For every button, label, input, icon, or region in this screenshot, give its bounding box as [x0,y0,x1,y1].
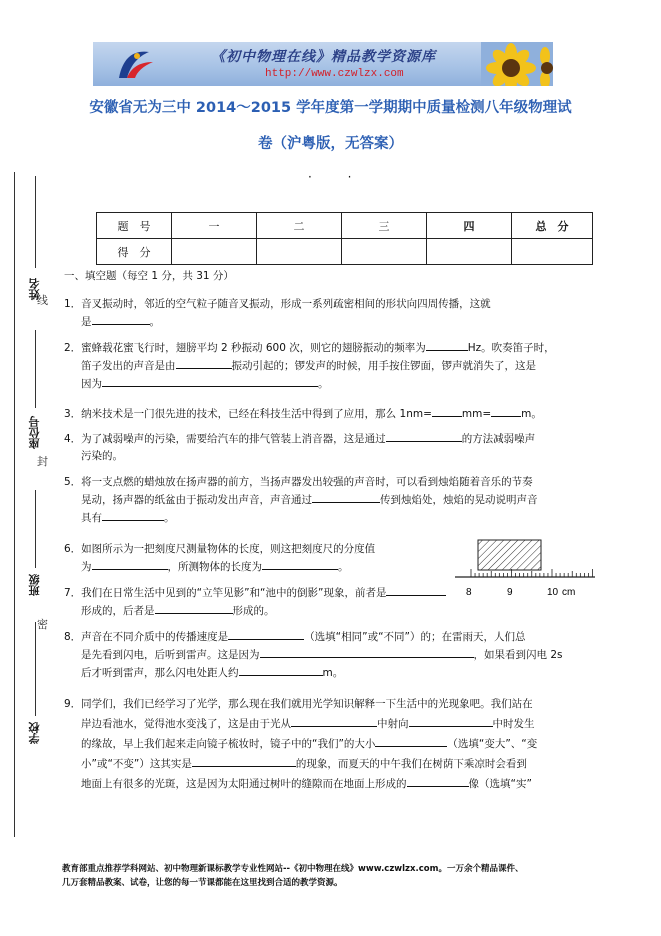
score-header-cell: 题 号 [97,213,172,239]
answer-blank[interactable] [102,375,318,387]
class-blank-line [35,490,36,568]
footer-line-2: 几万套精品教案、试卷，让您的每一节课都能在这里找到合适的教学资源。 [62,878,343,888]
ruler-label-9: 9 [507,587,513,598]
exam-title-line2: 卷（沪粤版，无答案） [258,136,403,152]
score-table [96,212,593,265]
answer-blank[interactable] [239,664,323,676]
title-dots: · · [308,170,368,184]
score-header-cell: 四 [427,213,512,239]
answer-blank[interactable] [92,313,150,325]
seal-secret-char: 密 [37,618,48,631]
answer-blank[interactable] [176,357,232,369]
answer-blank[interactable] [260,646,474,658]
answer-blank[interactable] [432,405,462,417]
answer-blank[interactable] [291,715,377,727]
ruler-unit: cm [562,587,576,598]
ruler-label-8: 8 [466,587,472,598]
score-table-header-row [97,213,593,239]
seal-line-char: 线 [37,294,48,307]
seal-seal-char: 封 [37,455,48,468]
score-table-score-row [97,239,593,265]
answer-blank[interactable] [92,558,168,570]
score-header-cell: 总 分 [512,213,593,239]
answer-blank[interactable] [375,735,447,747]
question-3: 3．纳米技术是一门很先进的技术，已经在科技生活中得到了应用，那么 1nm= mm= m。 [64,405,594,423]
section-heading: 一、填空题（每空 1 分，共 31 分） [64,270,234,282]
ruler-label-10: 10 [547,587,559,598]
score-header-cell: 二 [257,213,342,239]
score-cell[interactable] [427,239,512,265]
measured-object [478,540,541,570]
answer-blank[interactable] [262,558,338,570]
question-2: 2．蜜蜂载花蜜飞行时，翅膀平均 2 秒振动 600 次，则它的翅膀振动的频率为 Hz。吹奏笛子时， 笛子发出的声音是由 振动引起的；锣发声的时候，用手按住锣面，锣声就消失了，这是 因为 。 [64,339,594,393]
name-blank-line [35,176,36,268]
score-cell[interactable] [172,239,257,265]
answer-blank[interactable] [426,339,468,351]
sunflower-icon [481,42,553,86]
school-label: 学校 [28,722,41,744]
answer-blank[interactable] [386,584,446,596]
seat-number-label: 座位号 [28,416,41,449]
score-header-cell: 一 [172,213,257,239]
score-cell[interactable] [342,239,427,265]
answer-blank[interactable] [102,509,164,521]
banner-url: http://www.czwlzx.com [265,68,404,80]
banner-title: 《初中物理在线》精品教学资源库 [211,49,436,65]
seat-blank-line [35,330,36,408]
answer-blank[interactable] [312,491,380,503]
name-label: 姓名 [28,278,41,300]
answer-blank[interactable] [228,628,304,640]
score-row-label: 得 分 [97,239,172,265]
question-8: 8．声音在不同介质中的传播速度是 （选填“相同”或“不同”）的；在雷雨天，人们总 是先看到闪电，后听到雷声。这是因为 ，如果看到闪电 2s 后才听到雷声，那么闪电处距人约 m。 [64,628,594,682]
score-cell[interactable] [257,239,342,265]
answer-blank[interactable] [407,775,469,787]
header-banner [93,42,553,86]
page-footer [62,862,622,890]
question-9: 9．同学们，我们已经学习了光学，那么现在我们就用光学知识解释一下生活中的光现象吧。我们站在 岸边看池水，觉得池水变浅了，这是由于光从 中射向 中时发生 的缘故，早上我们起来走向镜子梳妆时，镜子中的“我们”的大小 （选填“变大”、“变 小”或“不变”）这其实是 的现象，而夏天的中午我们在树荫下乘凉时会看到 地面上有很多的光斑，这是因为太阳通过树叶的缝隙而在地面上形成的 像（选填“实” [64,698,538,790]
site-logo-icon [113,46,157,82]
question-7: 7．我们在日常生活中见到的“立竿见影”和“池中的倒影”现象，前者是 形成的，后者是 形成的。 [64,584,594,620]
answer-blank[interactable] [409,715,493,727]
binding-line [14,172,15,837]
footer-line-1: 教育部重点推荐学科网站、初中物理新课标教学专业性网站--《初中物理在线》www.czwlzx.com。一万余个精品课件、 [62,864,524,874]
exam-title-line1: 安徽省无为三中 2014～2015 学年度第一学期期中质量检测八年级物理试 [89,100,572,116]
school-blank-line [35,622,36,716]
question-6: 6．如图所示为一把刻度尺测量物体的长度，则这把刻度尺的分度值 为 ，所测物体的长度为 。 [64,543,376,573]
answer-blank[interactable] [192,755,296,767]
answer-blank[interactable] [491,405,521,417]
question-5: 5．将一支点燃的蜡烛放在扬声器的前方，当扬声器发出较强的声音时，可以看到烛焰随着音乐的节奏 晃动，扬声器的纸盆由于振动发出声音，声音通过 传到烛焰处，烛焰的晃动说明声音 具有 。 [64,476,538,524]
answer-blank[interactable] [386,430,462,442]
class-label: 班级 [28,574,41,596]
answer-blank[interactable] [155,602,233,614]
score-header-cell: 三 [342,213,427,239]
score-cell[interactable] [512,239,593,265]
question-1: 1．音叉振动时，邻近的空气粒子随音叉振动，形成一系列疏密相间的形状向四周传播，这就 是 。 [64,298,491,328]
question-4: 4．为了减弱噪声的污染，需要给汽车的排气管装上消音器，这是通过 的方法减弱噪声 污染的。 [64,430,594,465]
